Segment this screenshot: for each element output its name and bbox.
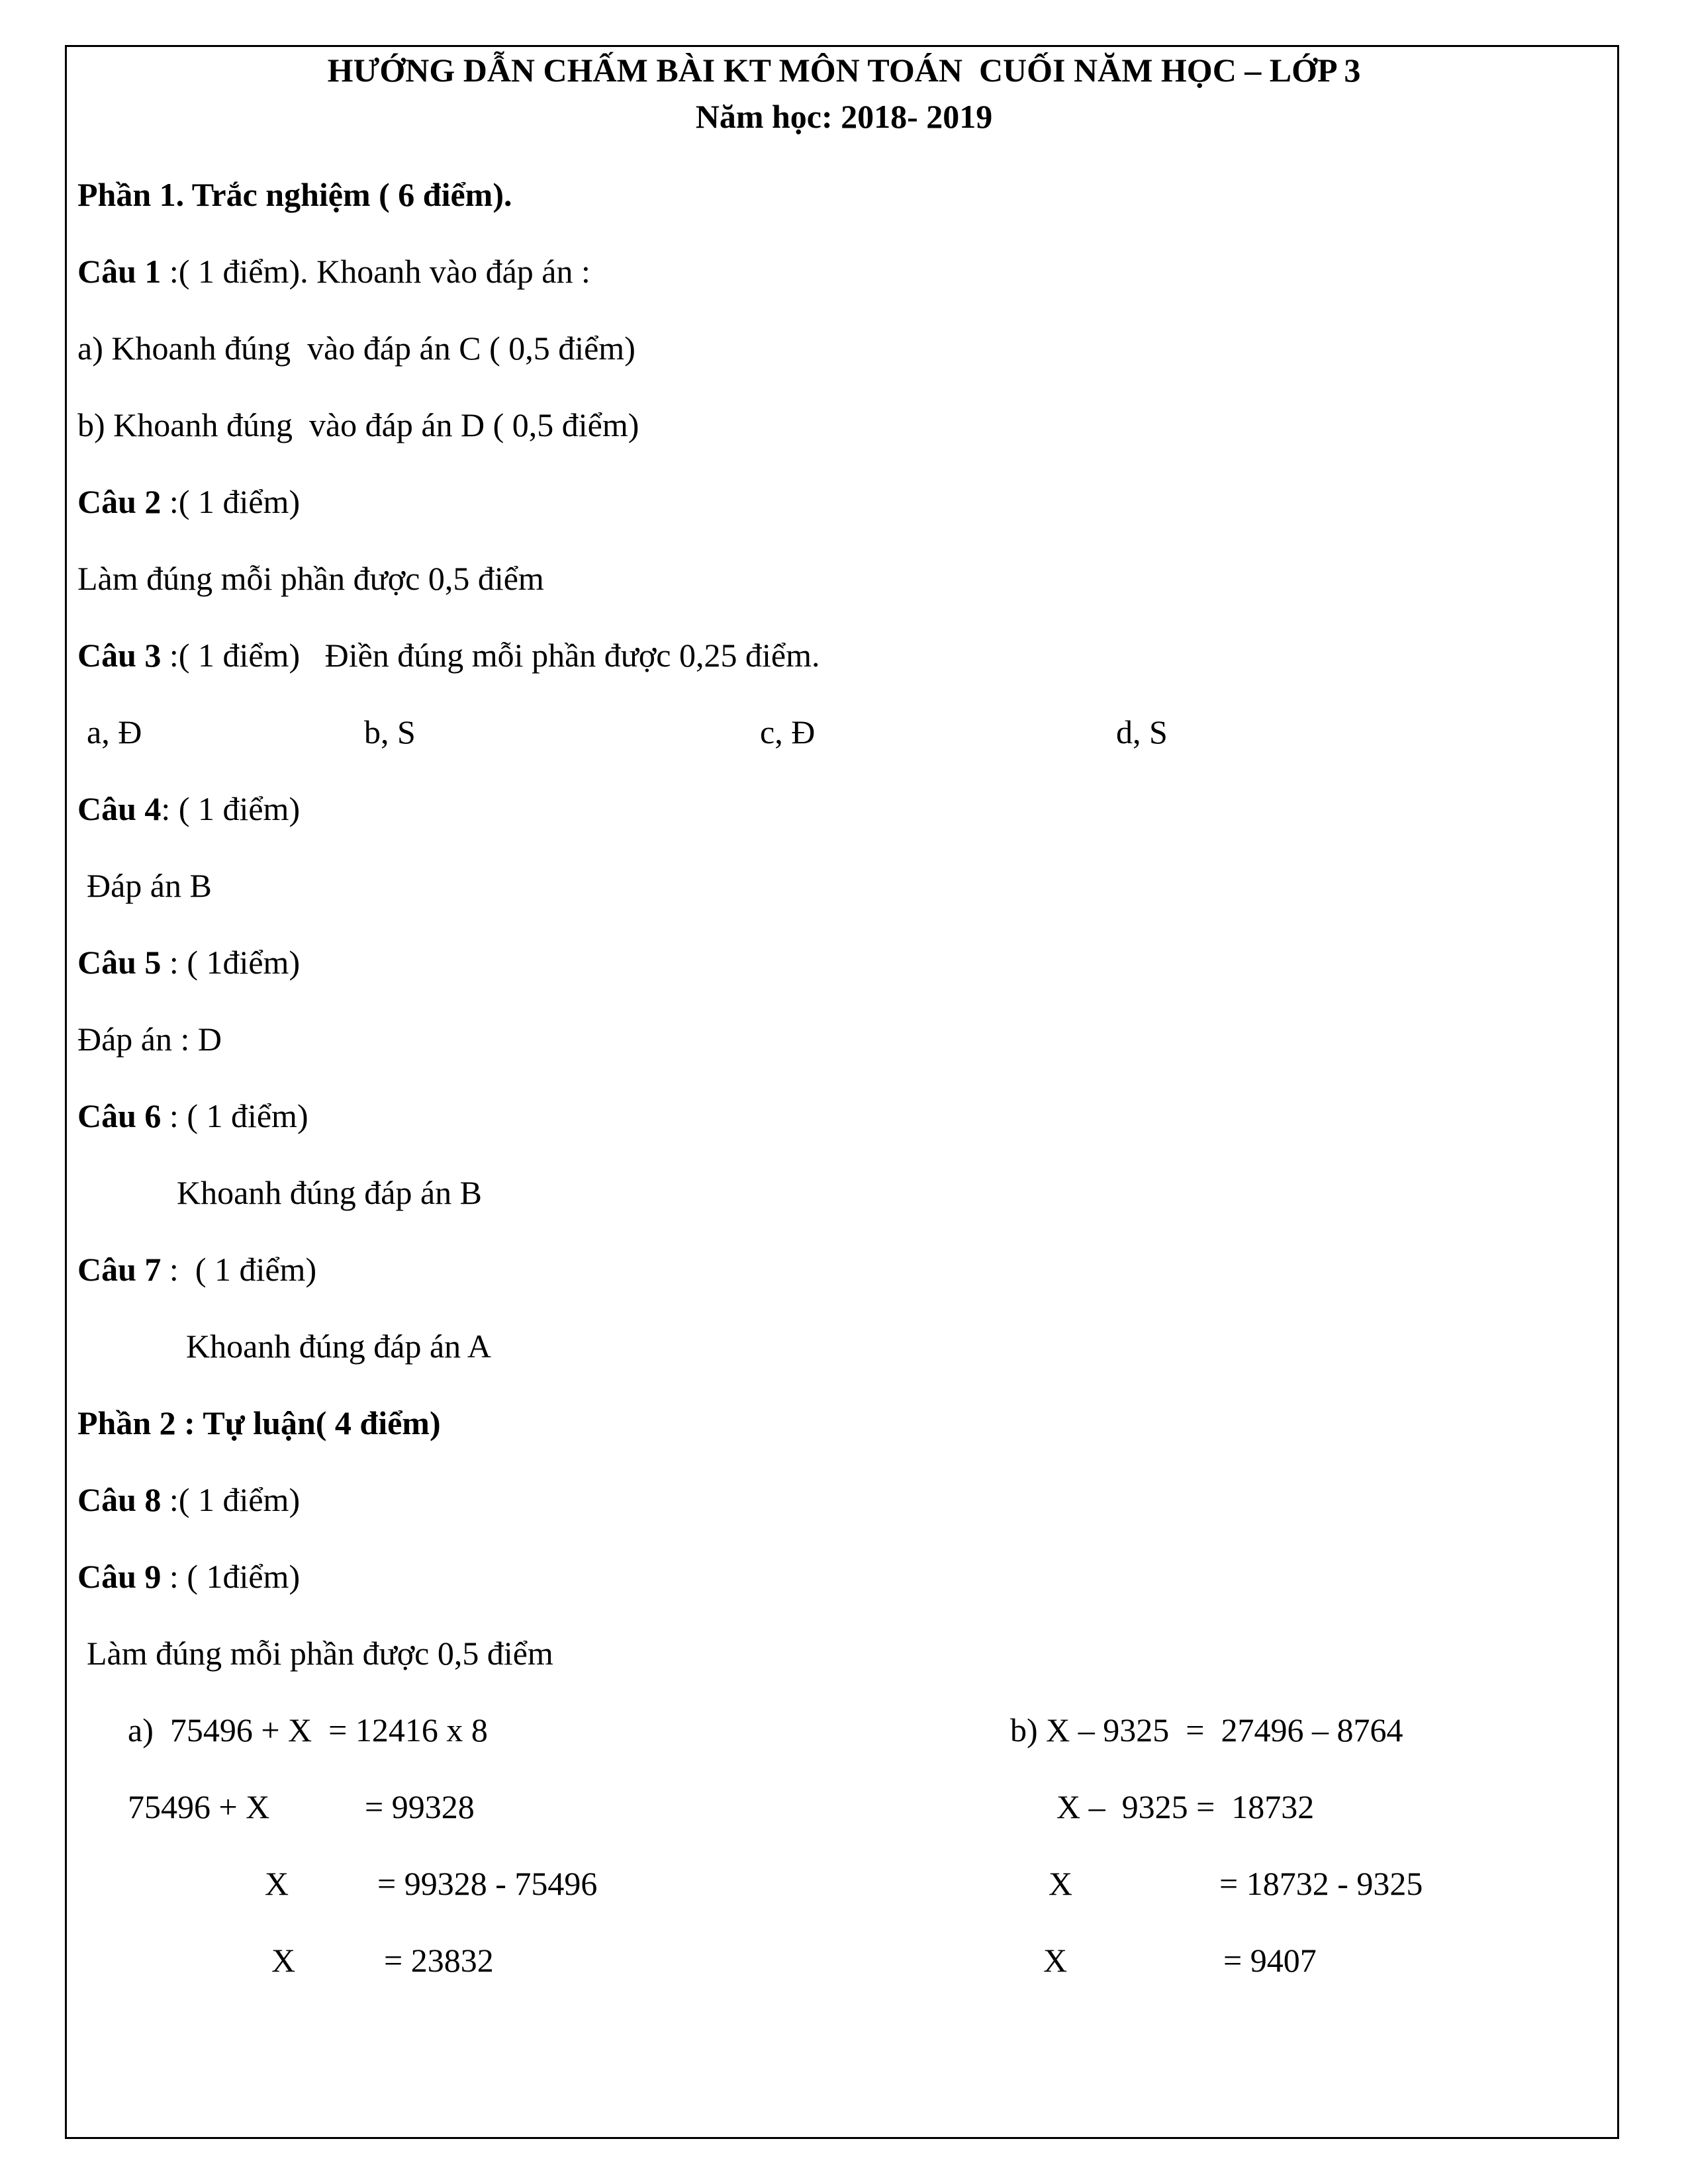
q2-text: :( 1 điểm): [161, 483, 301, 520]
q2-line: [77, 482, 300, 522]
q1-text: :( 1 điểm). Khoanh vào đáp án :: [161, 253, 590, 290]
part2-heading: Phần 2 : Tự luận( 4 điểm): [77, 1404, 441, 1441]
q9a-line4-right: = 23832: [384, 1942, 494, 1979]
q3-line: [77, 635, 820, 675]
q3-text: :( 1 điểm) Điền đúng mỗi phần được 0,25 điểm.: [161, 637, 820, 674]
q5-answer: Đáp án : D: [77, 1021, 222, 1058]
q9b-line4-right: = 9407: [1223, 1942, 1317, 1979]
q9a-line1: a) 75496 + X = 12416 x 8: [128, 1711, 488, 1749]
q7-label: Câu 7: [77, 1251, 162, 1288]
q8-label: Câu 8: [77, 1481, 162, 1518]
q1-answer-a: a) Khoanh đúng vào đáp án C ( 0,5 điểm): [77, 330, 635, 367]
q9b-line3-left: X: [1049, 1865, 1073, 1902]
q4-line: [77, 789, 300, 829]
q7-line: [77, 1250, 316, 1289]
q3-answer-d: d, S: [1116, 713, 1168, 751]
q3-answer-c: c, Đ: [760, 713, 816, 751]
q9b-line1: b) X – 9325 = 27496 – 8764: [1010, 1711, 1403, 1749]
q9a-line3-left: X: [265, 1865, 289, 1902]
q2-label: Câu 2: [77, 483, 162, 520]
q9a-line3-right: = 99328 - 75496: [377, 1865, 598, 1902]
q1-line: [77, 251, 590, 291]
q4-text: : ( 1 điểm): [161, 790, 301, 827]
q1-label: Câu 1: [77, 253, 162, 290]
q9b-line4-left: X: [1043, 1942, 1068, 1979]
q8-line: [77, 1480, 300, 1520]
q9-detail: Làm đúng mỗi phần được 0,5 điểm: [87, 1635, 553, 1672]
q9-label: Câu 9: [77, 1558, 162, 1595]
q9-line: [77, 1557, 300, 1596]
q2-detail: Làm đúng mỗi phần được 0,5 điểm: [77, 560, 544, 597]
q5-line: [77, 942, 300, 982]
q7-answer: Khoanh đúng đáp án A: [186, 1328, 492, 1365]
q7-text: : ( 1 điểm): [161, 1251, 317, 1288]
q4-label: Câu 4: [77, 790, 162, 827]
q3-answer-b: b, S: [364, 713, 416, 751]
q4-answer: Đáp án B: [87, 867, 212, 904]
q8-text: :( 1 điểm): [161, 1481, 301, 1518]
q6-label: Câu 6: [77, 1097, 162, 1134]
q9a-line2-right: = 99328: [365, 1788, 475, 1825]
q5-label: Câu 5: [77, 944, 162, 981]
q6-text: : ( 1 điểm): [161, 1097, 308, 1134]
q1-answer-b: b) Khoanh đúng vào đáp án D ( 0,5 điểm): [77, 406, 639, 443]
q9b-line3-right: = 18732 - 9325: [1219, 1865, 1423, 1902]
q9-text: : ( 1điểm): [161, 1558, 301, 1595]
q6-answer: Khoanh đúng đáp án B: [177, 1174, 483, 1211]
q9a-line2-left: 75496 + X: [128, 1788, 270, 1825]
document-title: HƯỚNG DẪN CHẤM BÀI KT MÔN TOÁN CUỐI NĂM HỌC – LỚP 3: [327, 52, 1361, 89]
q9a-line4-left: X: [271, 1942, 296, 1979]
q5-text: : ( 1điểm): [161, 944, 301, 981]
part1-heading: Phần 1. Trắc nghiệm ( 6 điểm).: [77, 176, 512, 213]
q3-label: Câu 3: [77, 637, 162, 674]
q9b-line2: X – 9325 = 18732: [1056, 1788, 1315, 1825]
q3-answer-a: a, Đ: [87, 713, 142, 751]
q6-line: [77, 1096, 308, 1136]
school-year: Năm học: 2018- 2019: [695, 98, 993, 135]
